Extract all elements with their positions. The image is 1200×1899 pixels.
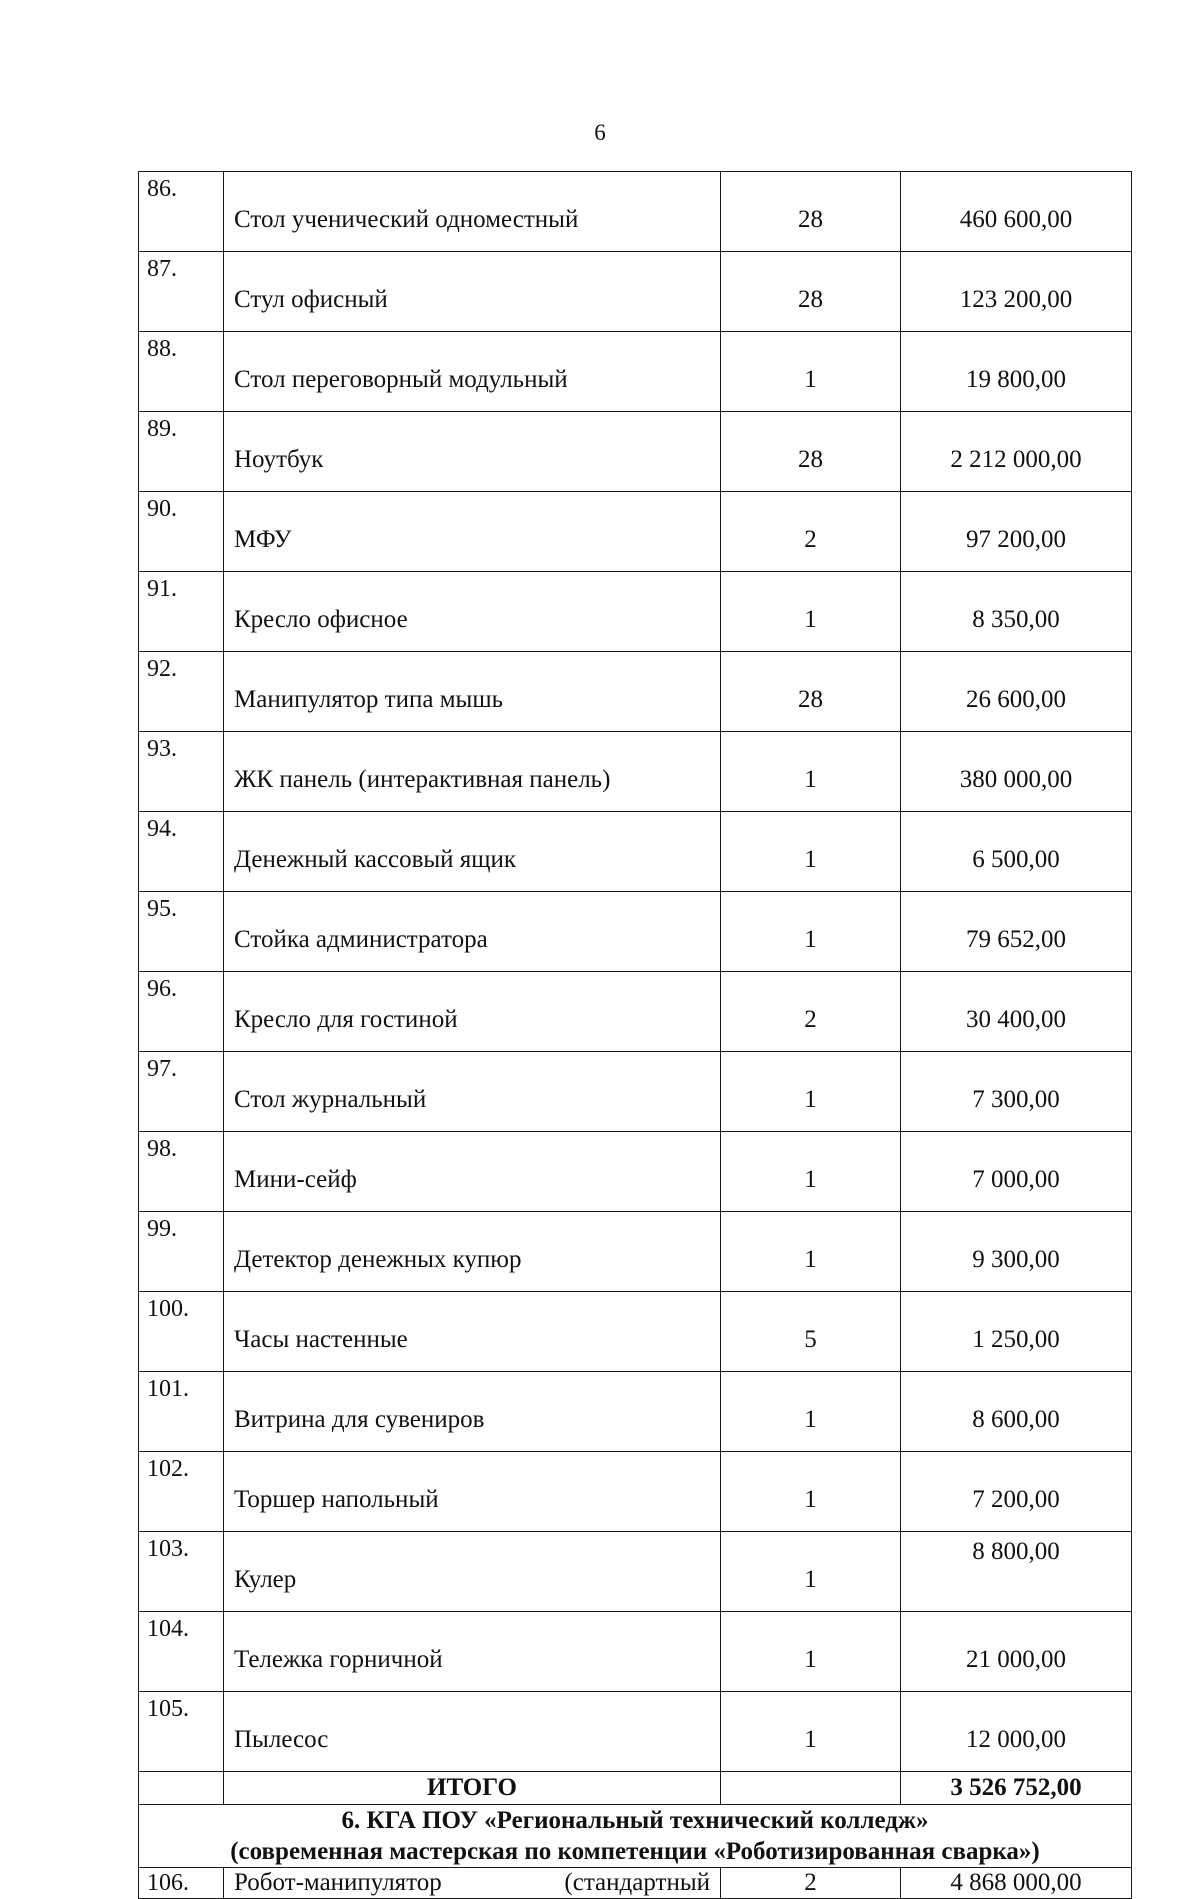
- row-name: Детектор денежных купюр: [224, 1212, 721, 1292]
- row-number: 105.: [139, 1692, 224, 1772]
- row-quantity: 1: [721, 1212, 901, 1292]
- row-quantity: 1: [721, 1132, 901, 1212]
- row-quantity: 28: [721, 252, 901, 332]
- row-price: 460 600,00: [901, 172, 1132, 252]
- row-quantity: 1: [721, 332, 901, 412]
- row-number: 94.: [139, 812, 224, 892]
- row-price: 123 200,00: [901, 252, 1132, 332]
- row-price: 6 500,00: [901, 812, 1132, 892]
- row-price: 30 400,00: [901, 972, 1132, 1052]
- table-row: [139, 492, 1132, 572]
- row-quantity: 1: [721, 1452, 901, 1532]
- section-title: 6. КГА ПОУ «Региональный технический колледж»: [341, 1807, 929, 1834]
- row-quantity: 1: [721, 1532, 901, 1612]
- row-price: 7 300,00: [901, 1052, 1132, 1132]
- table-row: [139, 252, 1132, 332]
- row-name: Манипулятор типа мышь: [224, 652, 721, 732]
- row-price: 8 600,00: [901, 1372, 1132, 1452]
- row-price: 79 652,00: [901, 892, 1132, 972]
- row-name: Кулер: [224, 1532, 721, 1612]
- table-row: [139, 172, 1132, 252]
- table-row: [139, 1292, 1132, 1372]
- row-quantity: 1: [721, 732, 901, 812]
- table-row: [139, 1532, 1132, 1612]
- row-name: Денежный кассовый ящик: [224, 812, 721, 892]
- row-price: 2 212 000,00: [901, 412, 1132, 492]
- row-name: Витрина для сувениров: [224, 1372, 721, 1452]
- table-row: [139, 1052, 1132, 1132]
- row-quantity: 2: [721, 492, 901, 572]
- row-number: 95.: [139, 892, 224, 972]
- row-quantity: 28: [721, 172, 901, 252]
- row-price: 26 600,00: [901, 652, 1132, 732]
- table-row: [139, 1612, 1132, 1692]
- row-number: 88.: [139, 332, 224, 412]
- row-name: Ноутбук: [224, 412, 721, 492]
- table-row: [139, 1372, 1132, 1452]
- row-number: 102.: [139, 1452, 224, 1532]
- row-number: 103.: [139, 1532, 224, 1612]
- table-row: [139, 732, 1132, 812]
- row-name: Кресло для гостиной: [224, 972, 721, 1052]
- row-price: 21 000,00: [901, 1612, 1132, 1692]
- row-number: 101.: [139, 1372, 224, 1452]
- row-price: 7 000,00: [901, 1132, 1132, 1212]
- row-number: 96.: [139, 972, 224, 1052]
- table-body: [139, 172, 1132, 1899]
- row-name: МФУ: [224, 492, 721, 572]
- row-number: 106.: [139, 1868, 224, 1899]
- table-row: [139, 892, 1132, 972]
- row-price: 4 868 000,00: [901, 1868, 1132, 1899]
- row-name: Тележка горничной: [224, 1612, 721, 1692]
- row-name: Стол ученический одноместный: [224, 172, 721, 252]
- table-row: [139, 1692, 1132, 1772]
- row-name-right: (стандартный: [564, 1869, 710, 1896]
- row-name: Пылесос: [224, 1692, 721, 1772]
- row-price: 97 200,00: [901, 492, 1132, 572]
- row-price: 12 000,00: [901, 1692, 1132, 1772]
- row-price: 19 800,00: [901, 332, 1132, 412]
- row-quantity: 1: [721, 1692, 901, 1772]
- table-row: [139, 572, 1132, 652]
- section-subtitle: (современная мастерская по компетенции «Роботизированная сварка»): [230, 1838, 1040, 1865]
- row-name: [224, 1868, 721, 1899]
- table-row: [139, 332, 1132, 412]
- row-quantity: 1: [721, 812, 901, 892]
- page-number: 6: [594, 120, 606, 145]
- total-qty-cell: [721, 1772, 901, 1805]
- row-price: 8 350,00: [901, 572, 1132, 652]
- row-name: Стол журнальный: [224, 1052, 721, 1132]
- table-row: [139, 1132, 1132, 1212]
- row-name: Стол переговорный модульный: [224, 332, 721, 412]
- row-price: 7 200,00: [901, 1452, 1132, 1532]
- section-heading: [139, 1805, 1132, 1868]
- row-number: 99.: [139, 1212, 224, 1292]
- row-quantity: 1: [721, 572, 901, 652]
- row-quantity: 28: [721, 652, 901, 732]
- row-number: 87.: [139, 252, 224, 332]
- table-row: [139, 1452, 1132, 1532]
- row-name-left: Робот-манипулятор: [234, 1869, 442, 1896]
- table-row: [139, 1868, 1132, 1899]
- total-row: [139, 1772, 1132, 1805]
- row-number: 93.: [139, 732, 224, 812]
- row-number: 90.: [139, 492, 224, 572]
- row-name: Торшер напольный: [224, 1452, 721, 1532]
- row-quantity: 28: [721, 412, 901, 492]
- row-quantity: 2: [721, 1868, 901, 1899]
- row-name: Стул офисный: [224, 252, 721, 332]
- row-quantity: 2: [721, 972, 901, 1052]
- row-quantity: 5: [721, 1292, 901, 1372]
- row-number: 104.: [139, 1612, 224, 1692]
- table-row: [139, 972, 1132, 1052]
- row-quantity: 1: [721, 1372, 901, 1452]
- row-name: Мини-сейф: [224, 1132, 721, 1212]
- section-heading-row: [139, 1805, 1132, 1868]
- row-number: 92.: [139, 652, 224, 732]
- row-number: 89.: [139, 412, 224, 492]
- total-label: ИТОГО: [224, 1772, 721, 1805]
- row-number: 98.: [139, 1132, 224, 1212]
- row-number: 97.: [139, 1052, 224, 1132]
- total-num-cell: [139, 1772, 224, 1805]
- row-price: 1 250,00: [901, 1292, 1132, 1372]
- row-name: Часы настенные: [224, 1292, 721, 1372]
- row-name: Стойка администратора: [224, 892, 721, 972]
- equipment-table: [138, 171, 1132, 1899]
- row-number: 86.: [139, 172, 224, 252]
- row-name: ЖК панель (интерактивная панель): [224, 732, 721, 812]
- table-row: [139, 812, 1132, 892]
- row-number: 100.: [139, 1292, 224, 1372]
- row-price: 9 300,00: [901, 1212, 1132, 1292]
- row-quantity: 1: [721, 1612, 901, 1692]
- row-price: 380 000,00: [901, 732, 1132, 812]
- row-quantity: 1: [721, 1052, 901, 1132]
- table-row: [139, 1212, 1132, 1292]
- row-number: 91.: [139, 572, 224, 652]
- row-price: 8 800,00: [901, 1532, 1132, 1612]
- row-quantity: 1: [721, 892, 901, 972]
- row-name: Кресло офисное: [224, 572, 721, 652]
- table-row: [139, 652, 1132, 732]
- total-value: 3 526 752,00: [901, 1772, 1132, 1805]
- table-row: [139, 412, 1132, 492]
